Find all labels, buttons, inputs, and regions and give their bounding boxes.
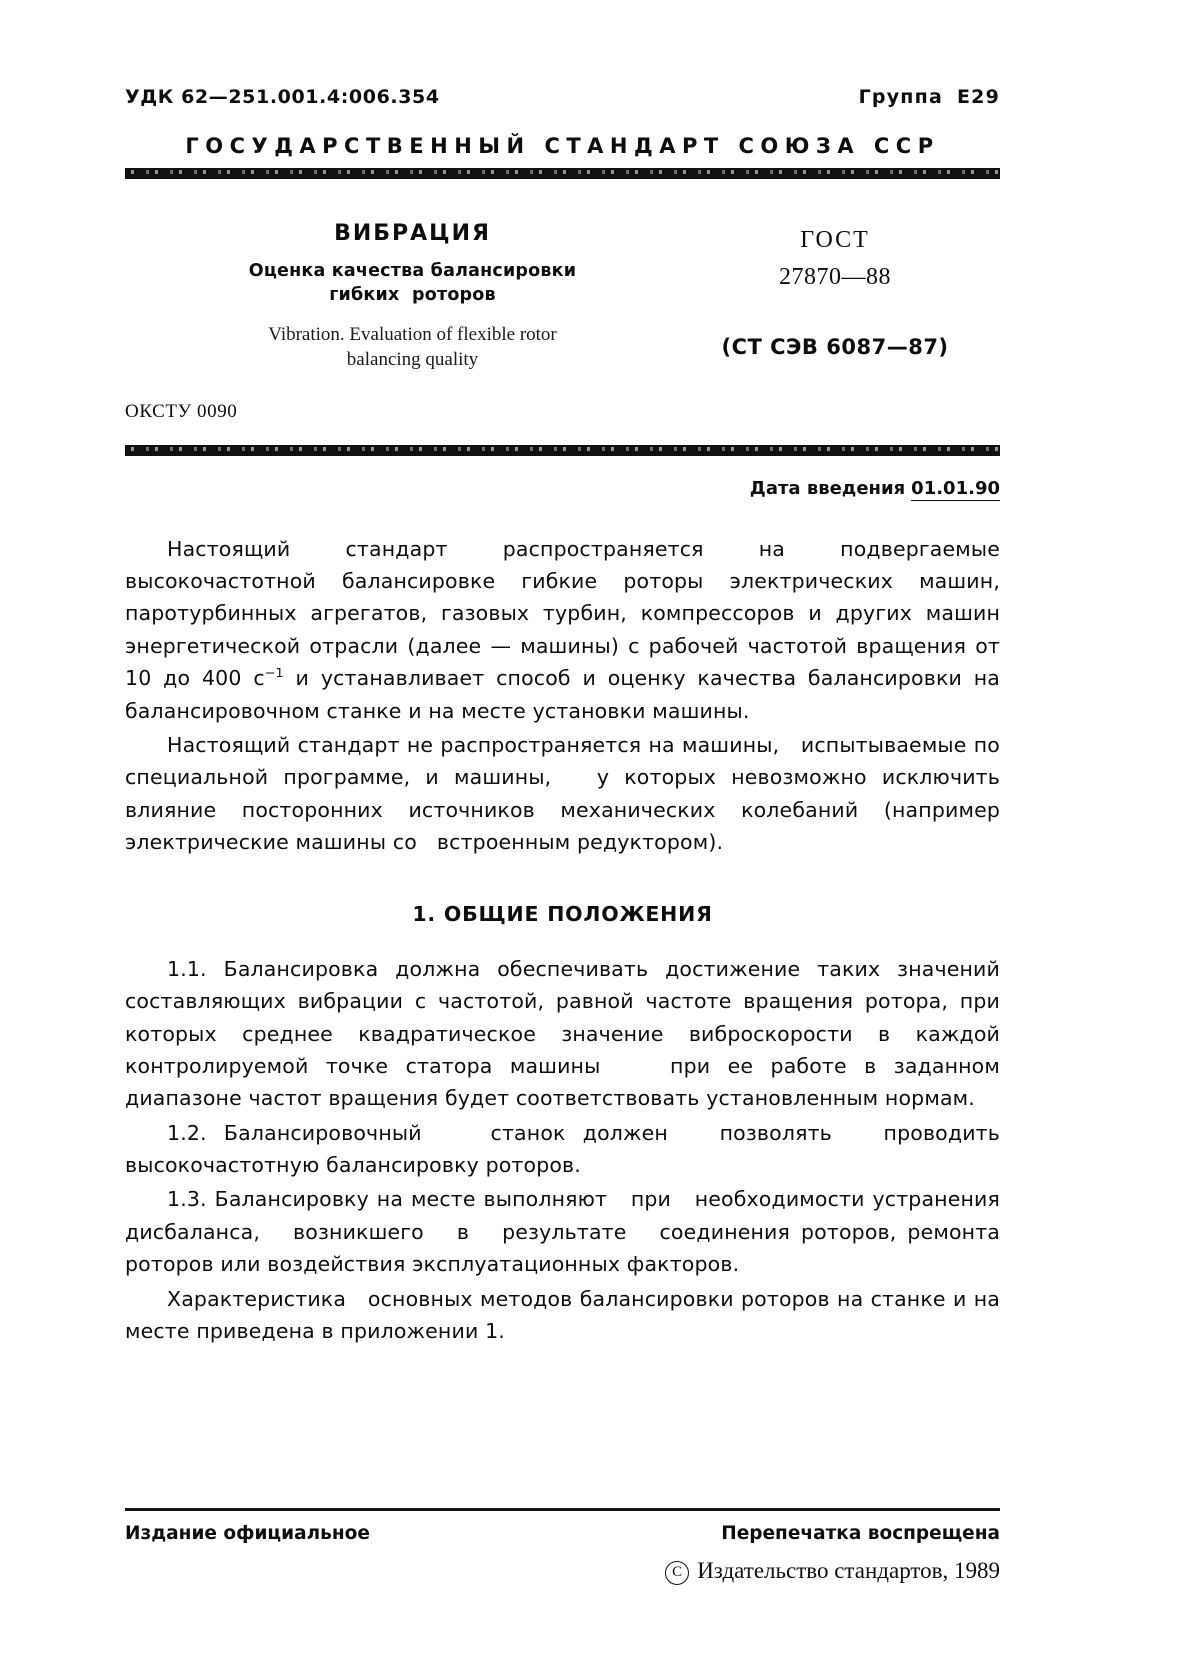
group-label: Группа: [858, 86, 943, 108]
page-title: ВИБРАЦИЯ: [334, 221, 491, 246]
divider-top: [125, 168, 1000, 179]
paragraph-intro-1: Настоящий стандарт распространяется на подвергаемые высокочастотной балансировке гибкие роторы электрических машин, паротурбинных агрегатов, газовых турбин, компрессоров и других машин энергетической отрасли (далее — машины) с рабочей частотой вращения от 10 до 400 $с^{-1}$ и устанавливает способ и оценку качества балансировки на балансировочном станке и на месте установки машины.: [125, 536, 1000, 723]
date-label: Дата введения: [749, 477, 906, 499]
publisher-name: Издательство стандартов, 1989: [697, 1558, 1000, 1583]
date-value: 01.01.90: [911, 477, 1000, 499]
title-left: [125, 221, 670, 373]
gost-number: 27870—88: [779, 264, 891, 290]
reprint-notice: Перепечатка воспрещена: [721, 1523, 1000, 1544]
paragraph-1-4: Характеристика основных методов балансировки роторов на станке и на месте приведена в приложении 1.: [125, 1286, 1000, 1343]
paragraph-1-1: 1.1. Балансировка должна обеспечивать достижение таких значений составляющих вибрации с частотой, равной частоте вращения ротора, при которых среднее квадратическое значение виброскорости в каждой контролируемой точке статора машины при ее работе в заданном диапазоне частот вращения будет соответствовать установленным нормам.: [125, 956, 1000, 1111]
standard-banner: ГОСУДАРСТВЕННЫЙ СТАНДАРТ СОЮЗА ССР: [185, 134, 940, 158]
title-block: [125, 221, 1000, 373]
footer-divider: [125, 1508, 1000, 1511]
page-subtitle: Оценка качества балансировки гибких роторов: [248, 261, 577, 305]
title-right: [670, 221, 1000, 359]
publisher-line: [125, 1558, 1000, 1585]
gost-word: ГОСТ: [800, 227, 870, 253]
udk-code: УДК 62—251.001.4:006.354: [125, 86, 440, 108]
introduction-date: [125, 478, 1000, 499]
okstu-code: ОКСТУ 0090: [125, 400, 238, 422]
group-value: Е29: [956, 86, 1000, 108]
page-footer: [125, 1508, 1000, 1585]
group-code: [859, 86, 1000, 108]
edition-label: Издание официальное: [125, 1523, 370, 1544]
header-row: [125, 86, 1000, 108]
paragraph-1-2: 1.2. Балансировочный станок должен позволять проводить высокочастотную балансировку роторов.: [125, 1120, 1000, 1177]
paragraph-1-3: 1.3. Балансировку на месте выполняют при необходимости устранения дисбаланса, возникшего в результате соединения роторов, ремонта роторов или воздействия эксплуатационных факторов.: [125, 1187, 1000, 1277]
english-title: Vibration. Evaluation of flexible rotor balancing quality: [268, 324, 557, 370]
section-heading: 1. ОБЩИЕ ПОЛОЖЕНИЯ: [412, 902, 713, 927]
body-text: [125, 533, 1000, 1348]
document-content: [125, 86, 1000, 1347]
footer-row: [125, 1523, 1000, 1544]
divider-bottom: [125, 445, 1000, 456]
st-sev-number: (СТ СЭВ 6087—87): [721, 335, 949, 359]
paragraph-intro-2: Настоящий стандарт не распространяется на машины, испытываемые по специальной программе, и машины, у которых невозможно исключить влияние посторонних источников механических колебаний (например электрические машины со встроенным редуктором).: [125, 732, 1000, 854]
copyright-icon: C: [665, 1561, 689, 1585]
